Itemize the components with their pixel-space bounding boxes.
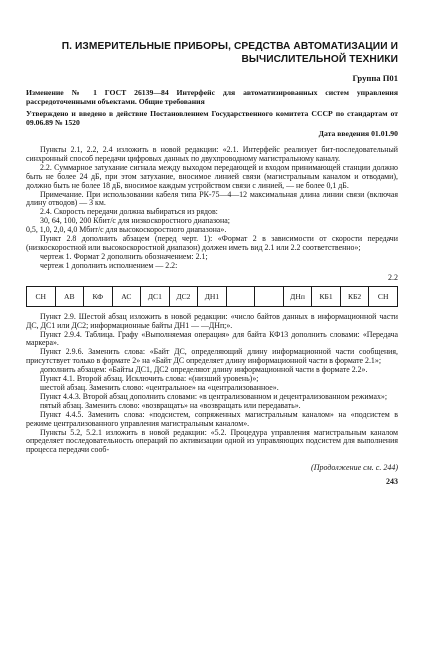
paragraph-2-9-4: Пункт 2.9.4. Таблица. Графу «Выполняемая операция» для байта КФ13 дополнить словами: «Передача маркера». [26,329,398,348]
frame-cell: СН [369,286,398,306]
page-number: 243 [386,477,398,487]
document-page [26,40,398,486]
paragraph-2-8: Пункт 2.8 дополнить абзацем (перед черт. 1): «Формат 2 в зависимости от скорости передачи (низкоскоростной или высокоскоростной диапазон) должен иметь вид 2.1 или 2.2 соответственно»; [26,234,398,252]
frame-cell: КФ [84,286,113,306]
section-title [26,40,398,66]
frame-cell: КБ2 [340,286,369,306]
group-code: Группа П01 [352,73,398,83]
paragraph-4-1-sixth: шестой абзац. Заменить слово: «центральное» на «централизованное». [40,382,279,392]
frame-cell [255,286,284,306]
paragraph-4-4-3-fifth: пятый абзац. Заменить слово: «возвращать» на «возвращать или передавать». [40,400,301,410]
continued-note: (Продолжение см. с. 244) [311,463,398,473]
frame-format-table [26,286,398,307]
paragraph-2-9-6-add: дополнить абзацем: «Байты ДС1, ДС2 определяют длину информационной части в формате 2.2». [40,365,368,375]
paragraph-4-1: Пункт 4.1. Второй абзац. Исключить слова: «(низший уровень)»; [40,374,259,384]
introduction-date: Дата введения 01.01.90 [318,128,398,138]
paragraph-high-speed: 0,5, 1,0, 2,0, 4,0 Мбит/с для высокоскоростного диапазона». [26,225,227,235]
paragraph-drawing-1a: чертеж 1. Формат 2 дополнить обозначением: 2.1; [40,251,208,261]
frame-cell: АС [112,286,141,306]
frame-cell: ДН1 [198,286,227,306]
frame-row [27,286,398,306]
change-title: Изменение № 1 ГОСТ 26139—84 Интерфейс для автоматизированных систем управления рассредоточенными объектами. Общие требования [26,88,398,107]
section-title-line2: ВЫЧИСЛИТЕЛЬНОЙ ТЕХНИКИ [241,54,398,65]
figure-label: 2.2 [388,272,398,282]
frame-cell [226,286,255,306]
frame-cell: ДС2 [169,286,198,306]
paragraph-2-4: 2.4. Скорость передачи должна выбираться из рядов: [40,207,218,217]
paragraph-drawing-1b: чертеж 1 дополнить исполнением — 2.2: [40,260,178,270]
approval-statement: Утверждено и введено в действие Постановлением Государственного комитета СССР по стандартам от 09.06.89 № 1520 [26,108,398,128]
paragraph-4-4-5: Пункт 4.4.5. Заменить слова: «подсистем, сопряженных магистральным каналом» на «подсистем в режиме централизованного управления магистральным каналом». [26,409,398,428]
paragraph-note: Примечание. При использовании кабеля типа РК-75—4—12 максимальная длина линии связи (включая длину отводов) — 3 км. [26,189,398,208]
paragraph-5-2: Пункты 5.2, 5.2.1 изложить в новой редакции: «5.2. Процедура управления магистральным каналом определяет последовательность операций по активизации одной из управляющих подсистем для выполнения процесса передачи сооб- [26,427,398,455]
paragraph-low-speed: 30, 64, 100, 200 Кбит/с для низкоскоростного диапазона; [40,216,230,226]
frame-cell: ДС1 [141,286,170,306]
paragraph-4-4-3: Пункт 4.4.3. Второй абзац дополнить словами: «в централизованном и децентрализованном режимах»; [40,391,388,401]
frame-cell: КБ1 [312,286,341,306]
paragraph-2-1: Пункты 2.1, 2.2, 2.4 изложить в новой редакции: «2.1. Интерфейс реализует бит-последовательный синхронный способ передачи цифровых данных по двухпроводному магистральному каналу. [26,145,398,163]
paragraph-2-9: Пункт 2.9. Шестой абзац изложить в новой редакции: «число байтов данных в информационной части ДС, ДС1 или ДС2; информационные байты ДН1 — —ДНп;». [26,311,398,330]
frame-cell: АВ [55,286,84,306]
paragraph-2-2: 2.2. Суммарное затухание сигнала между выходом передающей и входом принимающей станции должно быть не более 24 дБ, при этом затухание, вносимое линией связи (магистральным каналом и отводами), должно быть не более 18 дБ, вносимое каждым устройством связи с линией, — не более 0,1 дБ. [26,162,398,190]
frame-cell: ДНп [283,286,312,306]
paragraph-2-9-6: Пункт 2.9.6. Заменить слова: «Байт ДС, определяющий длину информационной части сообщения, присутствует только в формате 2» на «Байт ДС определяет длину информационной части в формате 2.1»; [26,347,398,366]
frame-cell: СН [27,286,56,306]
section-title-line1: П. ИЗМЕРИТЕЛЬНЫЕ ПРИБОРЫ, СРЕДСТВА АВТОМАТИЗАЦИИ И [61,41,398,52]
